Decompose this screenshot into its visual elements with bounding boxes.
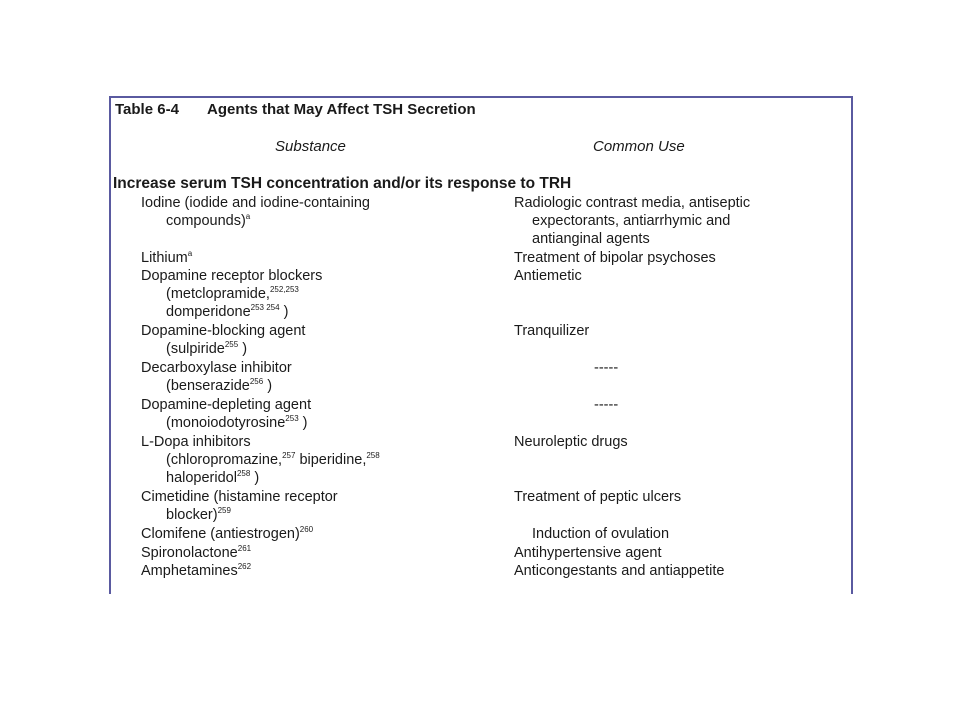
substance-line: Iodine (iodide and iodine-containing	[141, 195, 370, 211]
substance-line: (chloropromazine,$^{257}$ biperidine,$^{258}$	[166, 451, 380, 468]
table-title-text: Agents that May Affect TSH Secretion	[207, 101, 476, 118]
substance-line: Dopamine-depleting agent	[141, 397, 312, 413]
use-line: expectorants, antiarrhymic and	[532, 213, 731, 229]
substance-line: (metclopramide,$^{252,253}$	[166, 285, 299, 302]
column-header-common-use: Common Use	[593, 138, 685, 155]
section-heading: Increase serum TSH concentration and/or its response to TRH	[113, 175, 572, 192]
substance-line: Spironolactone$^{261}$	[141, 544, 252, 561]
use-line: Antiemetic	[514, 268, 582, 284]
table-title	[115, 101, 476, 118]
use-line: Antihypertensive agent	[514, 545, 662, 561]
substance-line: Clomifene (antiestrogen)$^{260}$	[141, 525, 314, 542]
substance-line: blocker)$^{259}$	[166, 506, 231, 523]
substance-line: Cimetidine (histamine receptor	[141, 489, 338, 505]
table-number: Table 6-4	[115, 101, 179, 118]
substance-line: compounds)$^a$	[166, 212, 251, 229]
substance-line: haloperidol$^{258}$ )	[166, 469, 260, 486]
substance-line: (sulpiride$^{255}$ )	[166, 340, 248, 357]
use-line: -----	[594, 360, 619, 376]
substance-line: Dopamine receptor blockers	[141, 268, 323, 284]
use-line: Treatment of peptic ulcers	[514, 489, 682, 505]
use-line: Anticongestants and antiappetite	[514, 563, 725, 579]
substance-line: Lithium$^a$	[141, 249, 193, 266]
use-line: Neuroleptic drugs	[514, 434, 628, 450]
substance-line: (monoiodotyrosine$^{253}$ )	[166, 414, 308, 431]
substance-line: Dopamine-blocking agent	[141, 323, 306, 339]
use-line: Induction of ovulation	[532, 526, 670, 542]
column-header-substance: Substance	[275, 138, 346, 155]
use-line: Radiologic contrast media, antiseptic	[514, 195, 751, 211]
substance-line: L-Dopa inhibitors	[141, 434, 251, 450]
use-line: Treatment of bipolar psychoses	[514, 250, 716, 266]
use-line: antianginal agents	[532, 231, 650, 247]
use-line: Tranquilizer	[514, 323, 590, 339]
substance-line: domperidone$^{253 254}$ )	[166, 303, 289, 320]
substance-line: Amphetamines$^{262}$	[141, 562, 252, 579]
use-line: -----	[594, 397, 619, 413]
substance-line: Decarboxylase inhibitor	[141, 360, 292, 376]
substance-line: (benserazide$^{256}$ )	[166, 377, 273, 394]
